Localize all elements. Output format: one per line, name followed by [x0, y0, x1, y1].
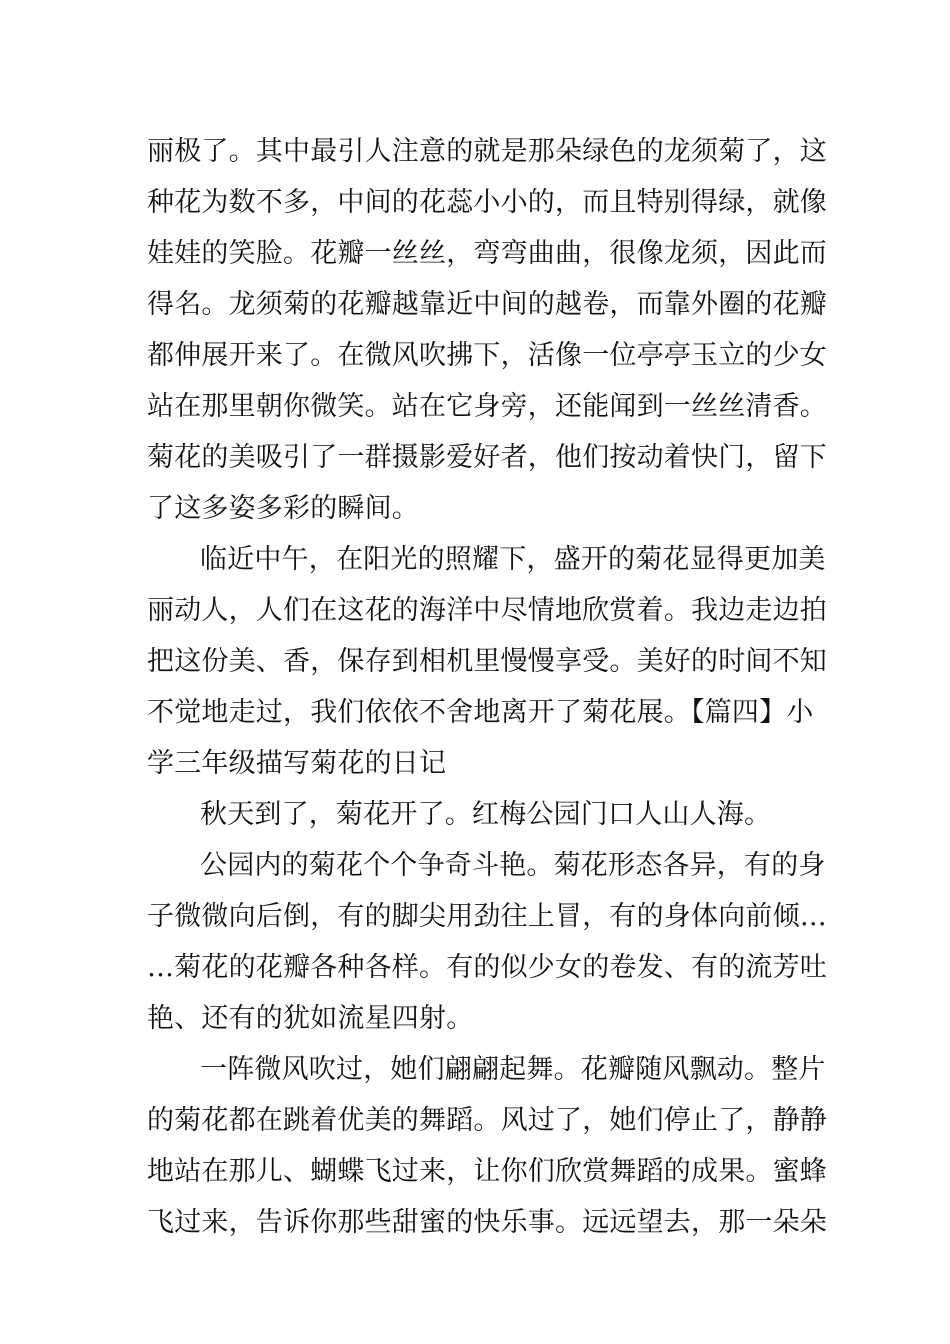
text-line: 娃娃的笑脸。花瓣一丝丝，弯弯曲曲，很像龙须，因此而: [147, 238, 827, 269]
text-line: 都伸展开来了。在微风吹拂下，活像一位亭亭玉立的少女: [147, 340, 827, 371]
text-line: 秋天到了，菊花开了。红梅公园门口人山人海。: [200, 799, 772, 830]
text-line: 临近中午，在阳光的照耀下，盛开的菊花显得更加美: [200, 544, 826, 575]
text-line: 子微微向后倒，有的脚尖用劲往上冒，有的身体向前倾…: [147, 901, 827, 932]
text-line: 艳、还有的犹如流星四射。: [147, 1003, 474, 1034]
text-line: 丽极了。其中最引人注意的就是那朵绿色的龙须菊了，这: [147, 136, 827, 167]
text-line: 了这多姿多彩的瞬间。: [147, 493, 419, 524]
text-line: …菊花的花瓣各种各样。有的似少女的卷发、有的流芳吐: [147, 952, 827, 983]
paragraph-longxuju: [147, 126, 827, 534]
text-line: 的菊花都在跳着优美的舞蹈。风过了，她们停止了，静静: [147, 1105, 827, 1136]
paragraph-breeze: [147, 1044, 827, 1248]
text-line: 地站在那儿、蝴蝶飞过来，让你们欣赏舞蹈的成果。蜜蜂: [147, 1156, 827, 1187]
text-line: 菊花的美吸引了一群摄影爱好者，他们按动着快门，留下: [147, 442, 827, 473]
text-line: 不觉地走过，我们依依不舍地离开了菊花展。【篇四】小: [147, 697, 814, 728]
text-line: 公园内的菊花个个争奇斗艳。菊花形态各异，有的身: [200, 850, 826, 881]
text-line: 种花为数不多，中间的花蕊小小的，而且特别得绿，就像: [147, 187, 827, 218]
text-line: 把这份美、香，保存到相机里慢慢享受。美好的时间不知: [147, 646, 827, 677]
text-line: 学三年级描写菊花的日记: [147, 748, 447, 779]
text-line: 一阵微风吹过，她们翩翩起舞。花瓣随风飘动。整片: [200, 1054, 826, 1085]
paragraph-noon: [147, 534, 827, 789]
text-line: 得名。龙须菊的花瓣越靠近中间的越卷，而靠外圈的花瓣: [147, 289, 827, 320]
text-line: 站在那里朝你微笑。站在它身旁，还能闻到一丝丝清香。: [147, 391, 827, 422]
text-line: 丽动人，人们在这花的海洋中尽情地欣赏着。我边走边拍: [147, 595, 827, 626]
paragraph-park: [147, 840, 827, 1044]
paragraph-autumn: [147, 789, 807, 840]
document-body: [147, 126, 827, 1248]
text-line: 飞过来，告诉你那些甜蜜的快乐事。远远望去，那一朵朵: [147, 1207, 827, 1238]
